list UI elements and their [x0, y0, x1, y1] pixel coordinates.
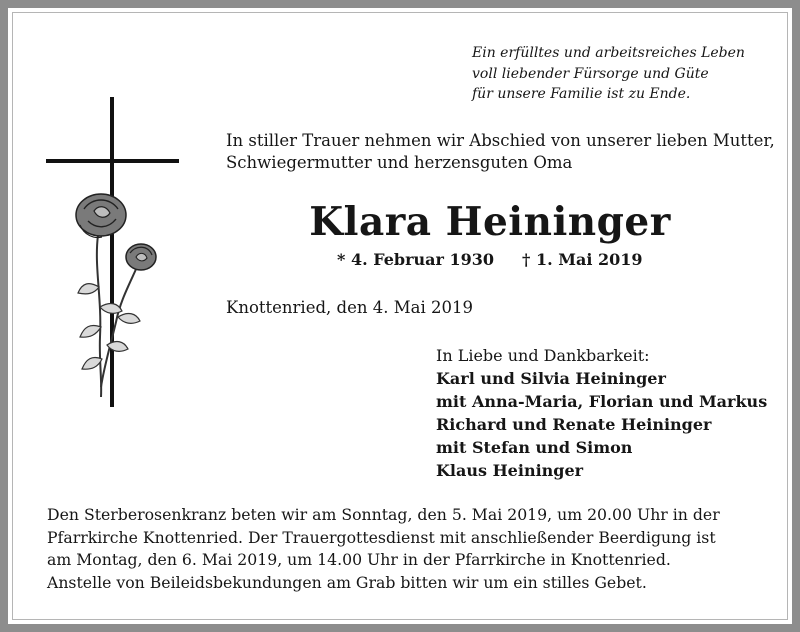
cross-rose-icon [44, 97, 184, 409]
footer-line: Den Sterberosenkranz beten wir am Sonntag, den 5. Mai 2019, um 20.00 Uhr in der [47, 505, 720, 524]
deceased-name: Klara Heininger [309, 199, 671, 245]
cross-vertical-beam [110, 97, 114, 407]
footer-line: Pfarrkirche Knottenried. Der Trauergottesdienst mit anschließender Beerdigung ist [47, 527, 716, 547]
birth-date: * 4. Februar 1930 [337, 250, 495, 269]
mourner-name: Karl und Silvia Heininger [436, 369, 666, 388]
mourners-heading: In Liebe und Dankbarkeit: [436, 346, 650, 365]
death-date: † 1. Mai 2019 [522, 250, 643, 269]
mourner-name: Klaus Heininger [436, 461, 584, 480]
mourner-name: Richard und Renate Heininger [436, 415, 712, 434]
life-dates [337, 249, 657, 271]
footer-line: Anstelle von Beileidsbekundungen am Grab bitten wir um ein stilles Gebet. [47, 572, 647, 592]
motto-line: für unsere Familie ist zu Ende. [472, 86, 691, 102]
intro-line: In stiller Trauer nehmen wir Abschied von unserer lieben Mutter, [226, 131, 775, 150]
footer-line: am Montag, den 6. Mai 2019, um 14.00 Uhr in der Pfarrkirche in Knottenried. [47, 550, 671, 569]
intro-line: Schwiegermutter und herzensguten Oma [226, 153, 573, 172]
mourner-name: mit Anna-Maria, Florian und Markus [436, 392, 768, 411]
mourner-name: mit Stefan und Simon [436, 438, 633, 457]
motto-line: voll liebender Fürsorge und Güte [472, 65, 709, 82]
cross-horizontal-beam [46, 159, 179, 163]
intro-text [226, 130, 786, 174]
service-announcement [47, 504, 767, 594]
motto-line: Ein erfülltes und arbeitsreiches Leben [472, 45, 745, 61]
cross-with-roses [44, 97, 184, 409]
motto-verse [472, 43, 772, 105]
place-and-date: Knottenried, den 4. Mai 2019 [226, 298, 473, 317]
mourners-block [436, 344, 781, 482]
